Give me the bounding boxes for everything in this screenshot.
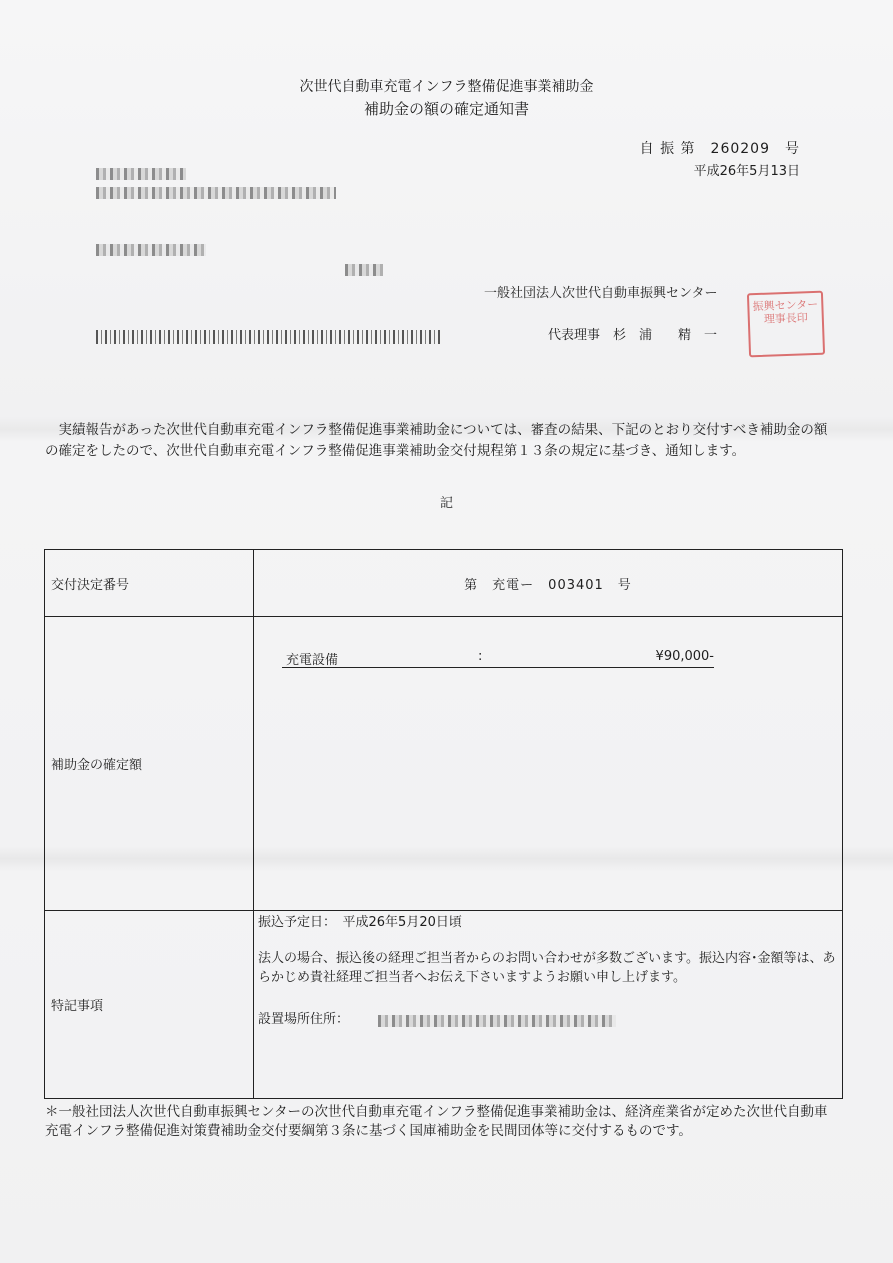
document-title-line2: 補助金の額の確定通知書 bbox=[363, 100, 529, 118]
redacted-recipient-name-1 bbox=[96, 244, 206, 256]
notice-paragraph: 実績報告があった次世代自動車充電インフラ整備促進事業補助金については、審査の結果、下記のとおり交付すべき補助金の額の確定をしたので、次世代自動車充電インフラ整備促進事業補助金交付規程第１３条の規定に基づき、通知します。 bbox=[45, 422, 828, 459]
sender-representative: 代表理事 杉 浦 精 一 bbox=[548, 328, 718, 343]
redacted-recipient-address-2 bbox=[96, 187, 336, 199]
redacted-install-address bbox=[378, 1015, 616, 1027]
install-address-label: 設置場所住所： bbox=[258, 1012, 350, 1027]
redacted-recipient-address-1 bbox=[96, 168, 186, 180]
grant-number-value: 第 充電ー 003401 号 bbox=[254, 550, 843, 617]
table-row bbox=[45, 911, 843, 1099]
document-title-line1: 次世代自動車充電インフラ整備促進事業補助金 bbox=[299, 79, 594, 95]
grant-number-label: 交付決定番号 bbox=[45, 550, 254, 617]
issue-date: 平成26年5月13日 bbox=[693, 164, 800, 179]
corporate-note: 法人の場合、振込後の経理ご担当者からのお問い合わせが多数ございます。振込内容･金額等は、あらかじめ貴社経理ご担当者へお伝え下さいますようお願い申し上げます。 bbox=[258, 951, 836, 985]
footer-note: ＊一般社団法人次世代自動車振興センターの次世代自動車充電インフラ整備促進事業補助金は、経済産業省が定めた次世代自動車充電インフラ整備促進対策費補助金交付要綱第３条に基づく国庫補助金を民間団体等に交付するものです。 bbox=[45, 1104, 828, 1139]
subsidy-table bbox=[44, 549, 843, 1099]
ki-heading: 記 bbox=[439, 496, 453, 511]
redacted-barcode bbox=[96, 330, 442, 344]
table-row bbox=[45, 550, 843, 617]
redacted-recipient-name-2 bbox=[345, 264, 383, 276]
sender-organization: 一般社団法人次世代自動車振興センター bbox=[484, 286, 718, 301]
reference-number: 自 振 第 260209 号 bbox=[639, 141, 800, 157]
amount-item: 充電設備 bbox=[286, 653, 339, 668]
confirmed-amount-label: 補助金の確定額 bbox=[45, 617, 254, 911]
table-row bbox=[45, 617, 843, 911]
special-notes-label: 特記事項 bbox=[45, 911, 254, 1099]
amount-colon: : bbox=[478, 649, 483, 664]
official-seal: 振興センター 理事長印 bbox=[747, 291, 825, 358]
amount-value: ¥90,000- bbox=[655, 649, 714, 664]
amount-line bbox=[282, 649, 714, 668]
transfer-date: 振込予定日： 平成26年5月20日頃 bbox=[258, 915, 462, 930]
